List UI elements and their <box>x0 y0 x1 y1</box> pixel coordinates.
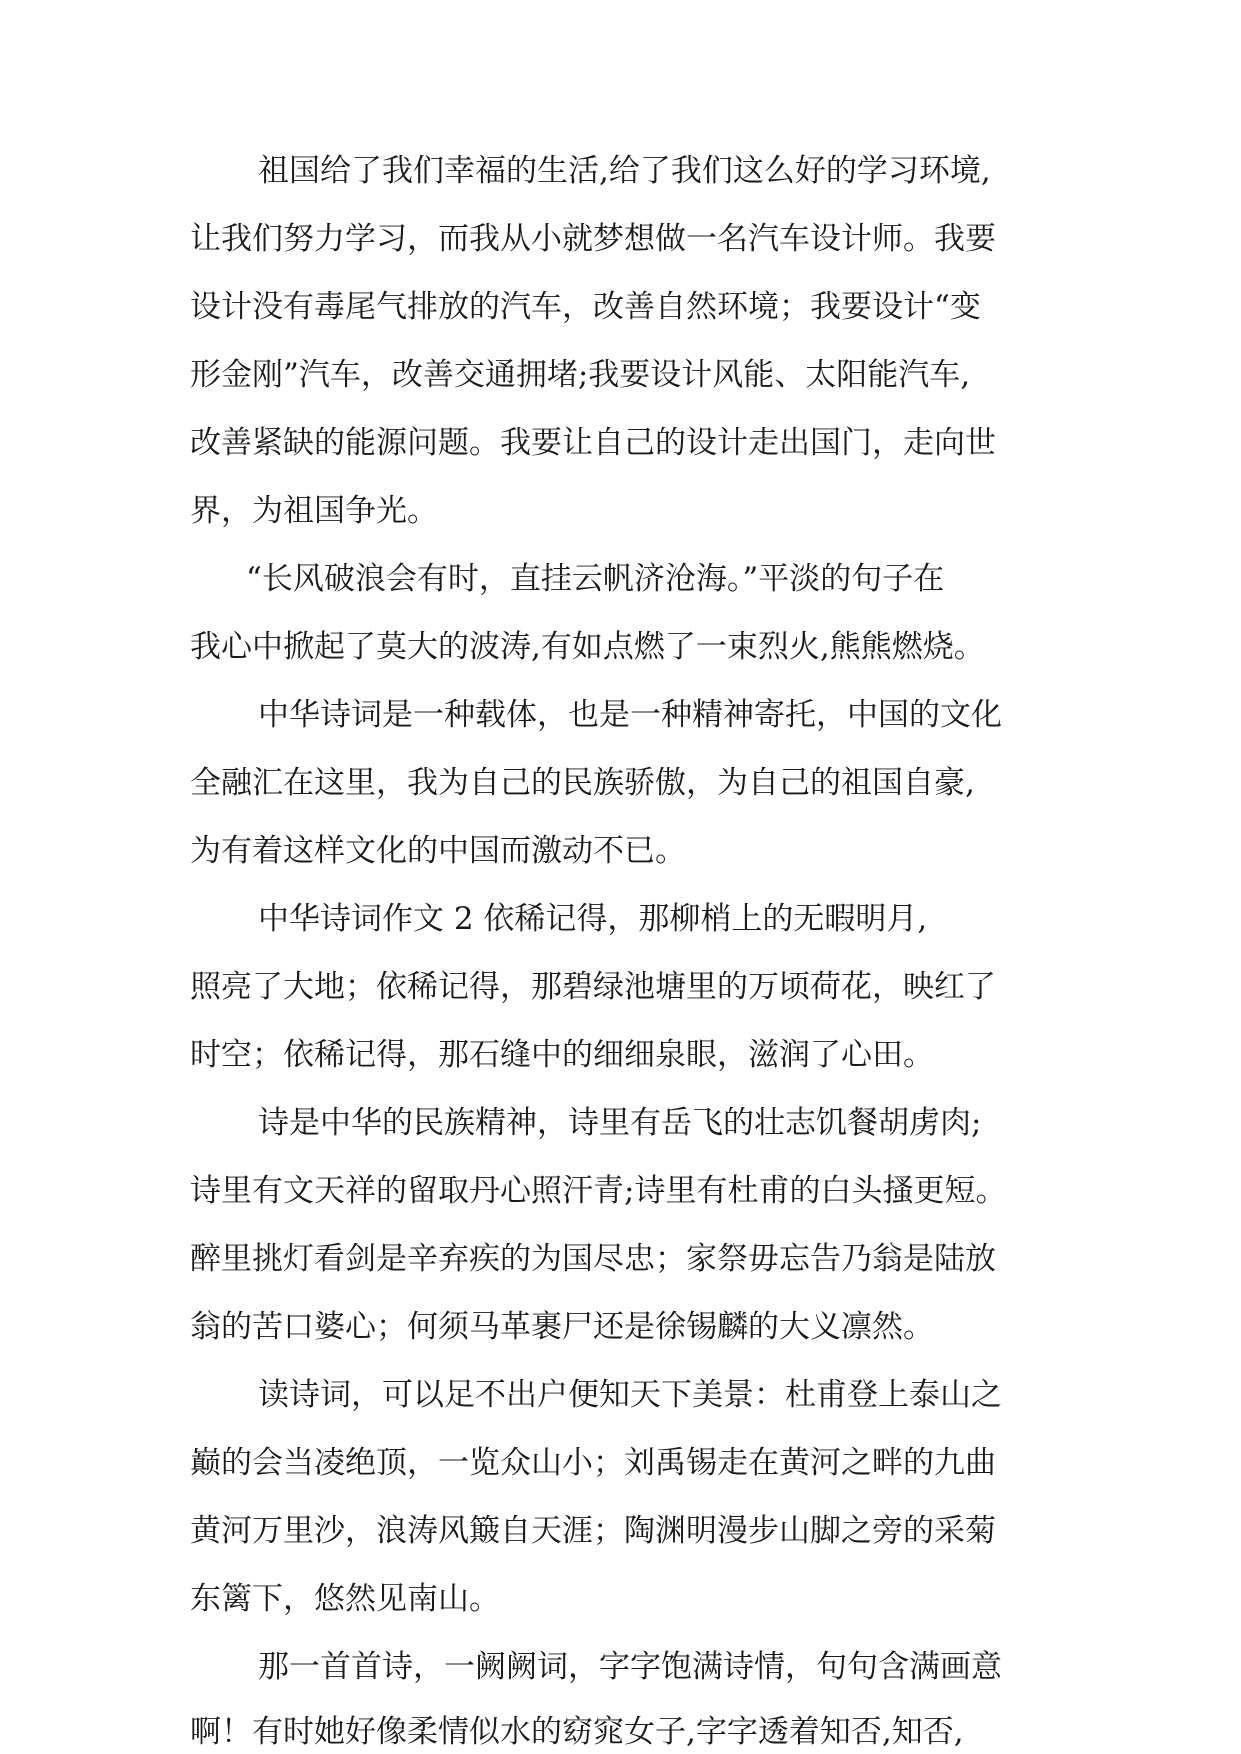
text-line: 祖国给了我们幸福的生活,给了我们这么好的学习环境, <box>258 153 991 189</box>
text-line: 醉里挑灯看剑是辛弃疾的为国尽忠；家祭毋忘告乃翁是陆放 <box>190 1241 996 1277</box>
text-line: 为有着这样文化的中国而激动不已。 <box>190 833 686 869</box>
text-line: 时空；依稀记得，那石缝中的细细泉眼，滋润了心田。 <box>190 1037 934 1073</box>
text-line: 黄河万里沙，浪涛风簸自天涯；陶渊明漫步山脚之旁的采菊 <box>190 1513 996 1549</box>
text-line: 界，为祖国争光。 <box>190 493 438 529</box>
text-line: 翁的苦口婆心；何须马革裹尸还是徐锡麟的大义凛然。 <box>190 1309 934 1345</box>
text-line: 设计没有毒尾气排放的汽车，改善自然环境；我要设计“变 <box>190 289 981 325</box>
text-line: 改善紧缺的能源问题。我要让自己的设计走出国门，走向世 <box>190 425 996 461</box>
text-line: 读诗词，可以足不出户便知天下美景：杜甫登上泰山之 <box>258 1377 1002 1413</box>
text-line: 中华诗词是一种载体，也是一种精神寄托，中国的文化 <box>258 697 1002 733</box>
text-line: 东篱下，悠然见南山。 <box>190 1581 500 1617</box>
text-line: 诗里有文天祥的留取丹心照汗青;诗里有杜甫的白头搔更短。 <box>190 1173 1007 1209</box>
text-line: 诗是中华的民族精神，诗里有岳飞的壮志饥餐胡虏肉; <box>258 1105 982 1141</box>
text-line: 中华诗词作文 2 依稀记得，那柳梢上的无暇明月, <box>258 901 928 937</box>
text-line: “长风破浪会有时，直挂云帆济沧海。”平淡的句子在 <box>246 561 945 597</box>
text-line: 那一首首诗，一阙阙词，字字饱满诗情，句句含满画意 <box>258 1649 1002 1685</box>
text-line: 照亮了大地；依稀记得，那碧绿池塘里的万顷荷花，映红了 <box>190 969 996 1005</box>
text-line: 我心中掀起了莫大的波涛,有如点燃了一束烈火,熊熊燃烧。 <box>190 629 985 665</box>
text-line: 让我们努力学习，而我从小就梦想做一名汽车设计师。我要 <box>190 221 996 257</box>
text-line: 巅的会当凌绝顶，一览众山小；刘禹锡走在黄河之畔的九曲 <box>190 1445 996 1481</box>
text-line: 形金刚”汽车，改善交通拥堵;我要设计风能、太阳能汽车, <box>190 357 971 393</box>
text-line: 全融汇在这里，我为自己的民族骄傲，为自己的祖国自豪, <box>190 765 975 801</box>
text-line: 啊！有时她好像柔情似水的窈窕女子,字字透着知否,知否, <box>190 1714 964 1750</box>
